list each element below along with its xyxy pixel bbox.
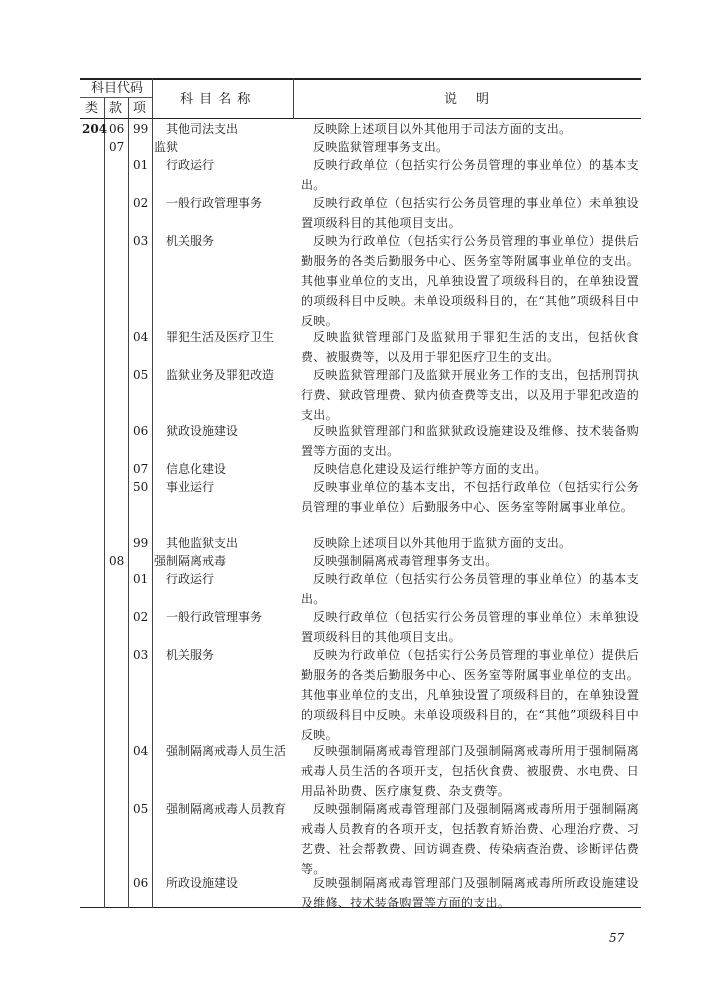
subject-name: 行政运行 xyxy=(166,572,215,586)
subject-description: 反映行政单位（包括实行公务员管理的事业单位）未单独设置项级科目的其他项目支出。 xyxy=(301,196,639,230)
subject-name: 一般行政管理事务 xyxy=(166,196,263,210)
item-code: 03 xyxy=(133,648,149,662)
column-divider-name xyxy=(293,78,294,119)
subject-description: 反映强制隔离戒毒管理事务支出。 xyxy=(313,554,498,568)
header-subject-name: 科 目 名 称 xyxy=(180,92,252,107)
subject-description: 反映强制隔离戒毒管理部门及强制隔离戒毒所用于强制隔离戒毒人员教育的各项开支，包括教育矫治费、心理治疗费、习艺费、社会帮教费、回访调查费、传染病查治费、诊断评估费等。 xyxy=(301,802,639,876)
subject-name: 强制隔离戒毒人员教育 xyxy=(166,802,287,816)
item-code: 01 xyxy=(133,158,149,172)
subject-description: 反映行政单位（包括实行公务员管理的事业单位）的基本支出。 xyxy=(301,158,639,192)
subject-description: 反映监狱管理部门及监狱用于罪犯生活的支出，包括伙食费、被服费等，以及用于罪犯医疗卫生的支出。 xyxy=(301,330,639,364)
item-code: 06 xyxy=(133,876,149,890)
subject-description: 反映监狱管理部门及监狱开展业务工作的支出，包括刑罚执行费、狱政管理费、狱内侦查费等支出，以及用于罪犯改造的支出。 xyxy=(301,368,639,422)
subject-name: 事业运行 xyxy=(166,480,215,494)
section-code: 06 xyxy=(109,122,125,136)
item-code: 99 xyxy=(133,536,149,550)
header-class: 类 xyxy=(85,101,99,116)
subject-name: 强制隔离戒毒 xyxy=(154,554,227,568)
item-code: 05 xyxy=(133,368,149,382)
subject-name: 强制隔离戒毒人员生活 xyxy=(166,744,287,758)
header-section: 款 xyxy=(109,101,123,116)
subject-name: 其他司法支出 xyxy=(166,122,239,136)
item-code: 03 xyxy=(133,234,149,248)
subject-description: 反映事业单位的基本支出，不包括行政单位（包括实行公务员管理的事业单位）后勤服务中心、医务室等附属事业单位。 xyxy=(301,480,639,514)
class-code: 204 xyxy=(82,122,108,136)
header-subject-code: 科目代码 xyxy=(91,81,144,96)
item-code: 04 xyxy=(133,744,149,758)
header-item: 项 xyxy=(133,101,147,116)
item-code: 02 xyxy=(133,196,149,210)
subject-description: 反映信息化建设及运行维护等方面的支出。 xyxy=(313,462,547,476)
column-divider-section xyxy=(128,98,129,908)
item-code: 07 xyxy=(133,462,149,476)
subject-description: 反映强制隔离戒毒管理部门及强制隔离戒毒所用于强制隔离戒毒人员生活的各项开支，包括伙食费、被服费、水电费、日用品补助费、医疗康复费、杂支费等。 xyxy=(301,744,639,798)
subject-description: 反映除上述项目以外其他用于司法方面的支出。 xyxy=(313,122,572,136)
subject-name: 监狱业务及罪犯改造 xyxy=(166,368,275,382)
header-description: 说 明 xyxy=(444,92,493,107)
subject-name: 狱政设施建设 xyxy=(166,424,239,438)
subject-name: 监狱 xyxy=(154,140,179,154)
subject-description: 反映为行政单位（包括实行公务员管理的事业单位）提供后勤服务的各类后勤服务中心、医务室等附属事业单位的支出。其他事业单位的支出，凡单独设置了项级科目的，在单独设置的项级科目中反映。未单设项级科目的，在“其他”项级科目中反映。 xyxy=(301,648,639,742)
item-code: 02 xyxy=(133,610,149,624)
column-divider-class xyxy=(104,98,105,908)
subject-description: 反映强制隔离戒毒管理部门及强制隔离戒毒所所政设施建设及维修、技术装备购置等方面的支出。 xyxy=(301,876,639,910)
subject-name: 机关服务 xyxy=(166,234,215,248)
section-code: 08 xyxy=(109,554,125,568)
subject-name: 所政设施建设 xyxy=(166,876,239,890)
item-code: 04 xyxy=(133,330,149,344)
subject-name: 一般行政管理事务 xyxy=(166,610,263,624)
subject-description: 反映监狱管理事务支出。 xyxy=(313,140,449,154)
budget-subject-table xyxy=(80,78,641,908)
item-code: 99 xyxy=(133,122,149,136)
subject-name: 罪犯生活及医疗卫生 xyxy=(166,330,275,344)
table-top-rule xyxy=(80,78,641,80)
item-code: 50 xyxy=(133,480,149,494)
page-number: 57 xyxy=(609,931,625,945)
subject-name: 机关服务 xyxy=(166,648,215,662)
subject-description: 反映为行政单位（包括实行公务员管理的事业单位）提供后勤服务的各类后勤服务中心、医务室等附属事业单位的支出。其他事业单位的支出，凡单独设置了项级科目的，在单独设置的项级科目中反映。未单设项级科目的，在“其他”项级科目中反映。 xyxy=(301,234,639,328)
column-divider-item xyxy=(152,78,153,908)
subject-name: 其他监狱支出 xyxy=(166,536,239,550)
subject-name: 信息化建设 xyxy=(166,462,227,476)
subject-description: 反映除上述项目以外其他用于监狱方面的支出。 xyxy=(313,536,572,550)
subject-name: 行政运行 xyxy=(166,158,215,172)
code-header-divider xyxy=(80,97,152,98)
item-code: 05 xyxy=(133,802,149,816)
subject-description: 反映行政单位（包括实行公务员管理的事业单位）未单独设置项级科目的其他项目支出。 xyxy=(301,610,639,644)
subject-description: 反映行政单位（包括实行公务员管理的事业单位）的基本支出。 xyxy=(301,572,639,606)
section-code: 07 xyxy=(109,140,125,154)
item-code: 06 xyxy=(133,424,149,438)
item-code: 01 xyxy=(133,572,149,586)
subject-description: 反映监狱管理部门和监狱狱政设施建设及维修、技术装备购置等方面的支出。 xyxy=(301,424,639,458)
